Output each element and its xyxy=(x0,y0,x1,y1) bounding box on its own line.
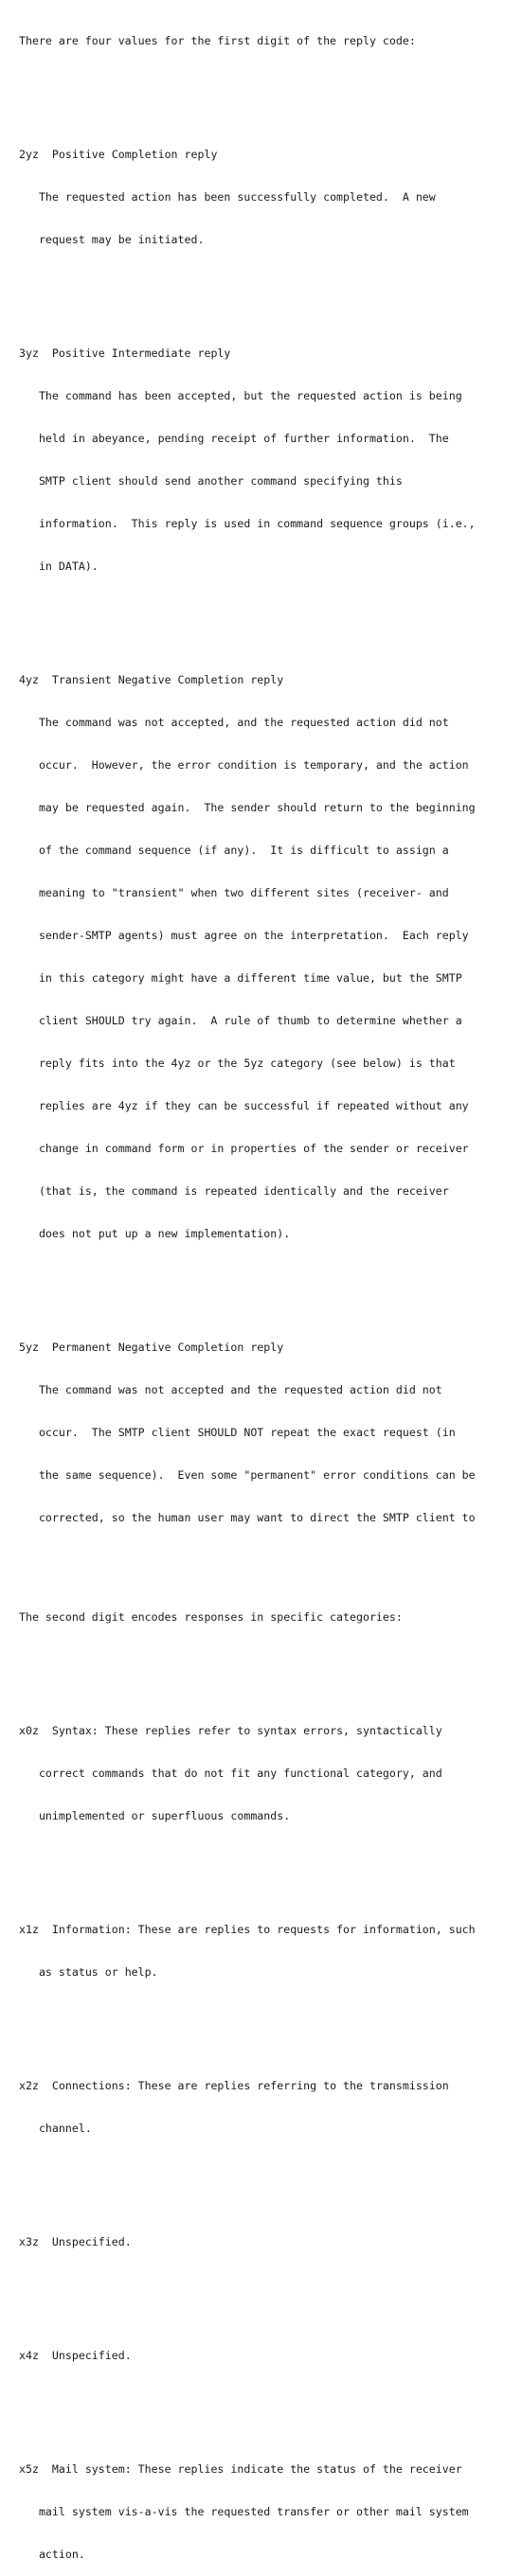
desc-text: channel. xyxy=(38,2122,92,2135)
category-desc-line xyxy=(19,2122,522,2136)
reply-desc-line xyxy=(19,1142,522,1156)
desc-text: in this category might have a different time value, but the SMTP xyxy=(38,971,462,985)
desc-text: request may be initiated. xyxy=(38,233,205,246)
spacer xyxy=(19,1653,522,1667)
reply-desc-line xyxy=(19,432,522,446)
reply-desc-line xyxy=(19,1468,522,1483)
spacer xyxy=(19,77,522,91)
reply-desc-line xyxy=(19,971,522,986)
desc-text: action. xyxy=(38,2548,85,2561)
reply-title: Transient Negative Completion reply xyxy=(51,673,284,686)
reply-desc-line xyxy=(19,844,522,858)
desc-text: corrected, so the human user may want to direct the SMTP client to xyxy=(38,1511,476,1524)
reply-code: 4yz xyxy=(19,673,39,686)
desc-text: held in abeyance, pending receipt of further information. The xyxy=(38,432,449,445)
category-x5z xyxy=(19,2462,522,2477)
desc-text: SMTP client should send another command specifying this xyxy=(38,474,403,488)
desc-text: the same sequence). Even some "permanent" error conditions can be xyxy=(38,1468,476,1482)
reply-desc-line xyxy=(19,1426,522,1440)
category-code: x3z xyxy=(19,2235,39,2248)
desc-text: (that is, the command is repeated identically and the receiver xyxy=(38,1184,449,1198)
reply-title: Permanent Negative Completion reply xyxy=(51,1341,284,1354)
desc-text: information. This reply is used in command sequence groups (i.e., xyxy=(38,517,476,530)
category-x4z xyxy=(19,2349,522,2363)
reply-desc-line xyxy=(19,1099,522,1113)
category-code: x0z xyxy=(19,1724,39,1737)
desc-text: occur. However, the error condition is temporary, and the action xyxy=(38,758,469,772)
desc-text: Information: These are replies to requests for information, such xyxy=(51,1923,476,1936)
desc-text: meaning to "transient" when two different sites (receiver- and xyxy=(38,886,449,899)
second-digit-intro: The second digit encodes responses in specific categories: xyxy=(19,1610,403,1624)
desc-text: in DATA). xyxy=(38,560,99,573)
spacer xyxy=(19,602,522,616)
category-code: x2z xyxy=(19,2079,39,2092)
spacer xyxy=(19,2391,522,2406)
desc-text: Mail system: These replies indicate the status of the receiver xyxy=(51,2462,462,2476)
reply-desc-line xyxy=(19,1383,522,1397)
category-code: x5z xyxy=(19,2462,39,2476)
desc-text: does not put up a new implementation). xyxy=(38,1227,291,1240)
category-desc-line xyxy=(19,1809,522,1823)
desc-text: The command has been accepted, but the requested action is being xyxy=(38,389,462,402)
reply-desc-line xyxy=(19,389,522,403)
desc-text: occur. The SMTP client SHOULD NOT repeat the exact request (in xyxy=(38,1426,456,1439)
spacer xyxy=(19,1852,522,1866)
reply-desc-line xyxy=(19,560,522,574)
reply-desc-line xyxy=(19,758,522,773)
desc-text: replies are 4yz if they can be successful if repeated without any xyxy=(38,1099,469,1112)
reply-desc-line xyxy=(19,716,522,730)
reply-desc-line xyxy=(19,1511,522,1525)
desc-text: client SHOULD try again. A rule of thumb to determine whether a xyxy=(38,1014,462,1027)
reply-desc-line xyxy=(19,517,522,531)
reply-desc-line xyxy=(19,886,522,900)
category-code: x1z xyxy=(19,1923,39,1936)
desc-text: may be requested again. The sender should return to the beginning xyxy=(38,801,476,814)
spacer xyxy=(19,2008,522,2022)
reply-code: 2yz xyxy=(19,148,39,161)
desc-text: The requested action has been successfully completed. A new xyxy=(38,190,436,204)
reply-desc-line xyxy=(19,474,522,489)
desc-text: Unspecified. xyxy=(51,2235,132,2248)
reply-title: Positive Completion reply xyxy=(51,148,218,161)
category-x2z xyxy=(19,2079,522,2093)
desc-text: as status or help. xyxy=(38,1965,158,1979)
category-x1z xyxy=(19,1923,522,1937)
category-x3z xyxy=(19,2235,522,2249)
desc-text: correct commands that do not fit any functional category, and xyxy=(38,1767,442,1780)
spacer xyxy=(19,1270,522,1284)
spacer xyxy=(19,275,522,290)
reply-desc-line xyxy=(19,190,522,204)
desc-text: Connections: These are replies referring to the transmission xyxy=(51,2079,449,2092)
reply-desc-line xyxy=(19,929,522,943)
category-code: x4z xyxy=(19,2349,39,2362)
desc-text: Unspecified. xyxy=(51,2349,132,2362)
desc-text: The command was not accepted, and the requested action did not xyxy=(38,716,449,729)
desc-text: sender-SMTP agents) must agree on the interpretation. Each reply xyxy=(38,929,469,942)
spacer xyxy=(19,2164,522,2178)
spacer xyxy=(19,2278,522,2292)
desc-text: The command was not accepted and the requested action did not xyxy=(38,1383,442,1396)
desc-text: unimplemented or superfluous commands. xyxy=(38,1809,291,1822)
reply-title: Positive Intermediate reply xyxy=(51,346,231,360)
spacer xyxy=(19,1554,522,1568)
category-desc-line xyxy=(19,1965,522,1980)
intro-text: There are four values for the first digit of the reply code: xyxy=(19,34,416,47)
reply-desc-line xyxy=(19,1227,522,1241)
desc-text: mail system vis-a-vis the requested transfer or other mail system xyxy=(38,2505,469,2518)
category-x0z xyxy=(19,1724,522,1738)
category-desc-line xyxy=(19,2505,522,2519)
reply-desc-line xyxy=(19,1184,522,1199)
reply-desc-line xyxy=(19,1057,522,1071)
desc-text: reply fits into the 4yz or the 5yz category (see below) is that xyxy=(38,1057,456,1070)
desc-text: change in command form or in properties of the sender or receiver xyxy=(38,1142,469,1155)
reply-desc-line xyxy=(19,801,522,815)
reply-class-5yz-heading xyxy=(19,1341,522,1355)
reply-class-4yz-heading xyxy=(19,673,522,687)
category-desc-line xyxy=(19,1767,522,1781)
category-desc-line xyxy=(19,2548,522,2562)
desc-text: of the command sequence (if any). It is difficult to assign a xyxy=(38,844,449,857)
reply-desc-line xyxy=(19,1014,522,1028)
reply-code: 5yz xyxy=(19,1341,39,1354)
reply-class-3yz-heading xyxy=(19,346,522,361)
reply-desc-line xyxy=(19,233,522,247)
desc-text: Syntax: These replies refer to syntax errors, syntactically xyxy=(51,1724,442,1737)
reply-code: 3yz xyxy=(19,346,39,360)
reply-class-2yz-heading xyxy=(19,148,522,162)
